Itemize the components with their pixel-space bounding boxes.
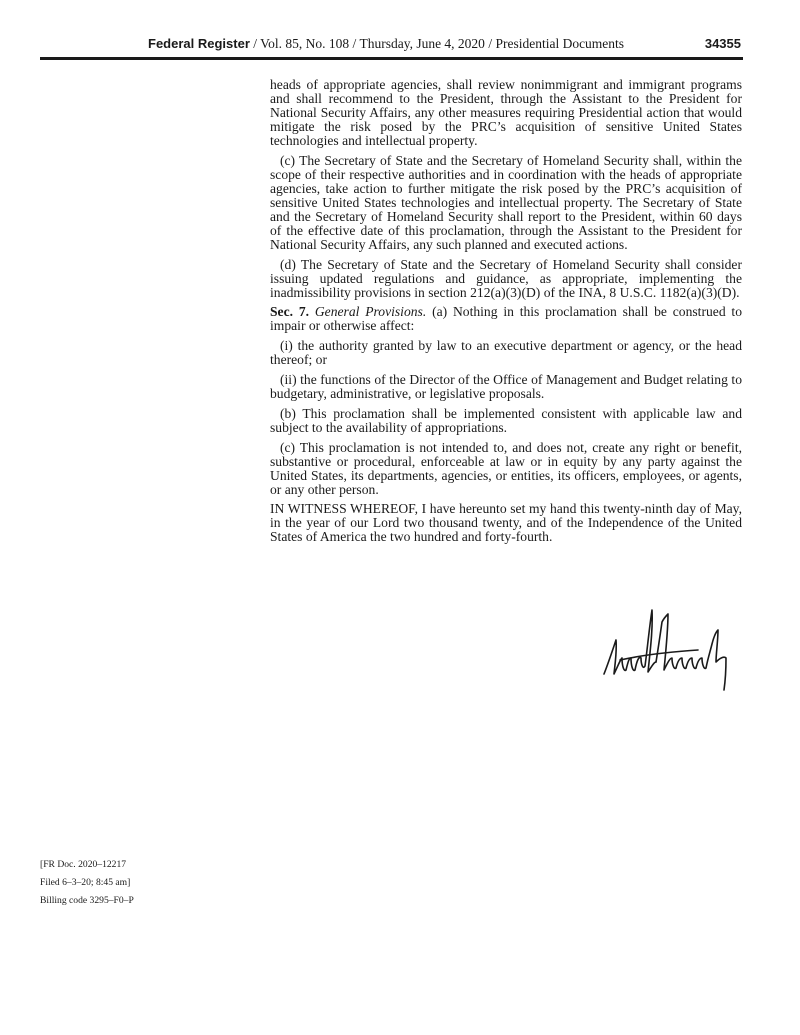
filed-date: Filed 6–3–20; 8:45 am] <box>40 877 131 888</box>
billing-code: Billing code 3295–F0–P <box>40 895 134 906</box>
header-separator: / <box>488 36 493 51</box>
header-separator: / <box>253 36 258 51</box>
body-column <box>270 78 742 544</box>
section-text: (a) Nothing in this proclamation shall be construed to impair or otherwise affect: <box>270 304 742 333</box>
publication-date: Thursday, June 4, 2020 <box>359 36 485 51</box>
header-citation <box>148 36 624 52</box>
paragraph-i: (i) the authority granted by law to an executive department or agency, or the head thereof; or <box>270 338 742 367</box>
paragraph-b: (b) This proclamation shall be implemented consistent with applicable law and subject to the availability of appropriations. <box>270 406 742 435</box>
section-7 <box>270 305 742 333</box>
fr-doc-number: [FR Doc. 2020–12217 <box>40 859 127 870</box>
witness-clause: IN WITNESS WHEREOF, I have hereunto set my hand this twenty-ninth day of May, in the year of our Lord two thousand twenty, and of the Independence of the United States of America the two hundred and forty-fourth. <box>270 501 742 544</box>
volume-number: Vol. 85, No. 108 <box>260 36 350 51</box>
header-rule <box>40 57 743 60</box>
paragraph-d: (d) The Secretary of State and the Secretary of Homeland Security shall consider issuing updated regulations and guidance, as appropriate, implementing the inadmissibility provisions in section 212(a)(3)(D) of the INA, 8 U.S.C. 1182(a)(3)(D). <box>270 257 742 300</box>
paragraph-c: (c) The Secretary of State and the Secretary of Homeland Security shall, within the scope of their respective authorities and in coordination with the heads of appropriate agencies, take action to further mitigate the risk posed by the PRC’s acquisition of sensitive United States technologies and intellectual property. The Secretary of State and the Secretary of Homeland Security shall report to the President, within 60 days of the effective date of this proclamation, through the Assistant to the President for National Security Affairs, any such planned and executed actions. <box>270 153 742 252</box>
paragraph-continuation: heads of appropriate agencies, shall review nonimmigrant and immigrant programs and shall recommend to the President, through the Assistant to the President for National Security Affairs, any other measures requiring Presidential action that would mitigate the risk posed by the PRC’s acquisition of sensitive United States technologies and intellectual property. <box>270 77 742 148</box>
document-footer <box>40 856 134 910</box>
journal-title: Federal Register <box>148 36 250 51</box>
paragraph-c-final: (c) This proclamation is not intended to, and does not, create any right or benefit, substantive or procedural, enforceable at law or in equity by any party against the United States, its departments, agencies, or entities, its officers, employees, or agents, or any other person. <box>270 440 742 497</box>
running-header <box>40 36 743 56</box>
signature-icon <box>598 600 744 694</box>
header-separator: / <box>352 36 357 51</box>
section-title: General Provisions. <box>314 304 427 319</box>
section-name: Presidential Documents <box>495 36 625 51</box>
paragraph-ii: (ii) the functions of the Director of the Office of Management and Budget relating to budgetary, administrative, or legislative proposals. <box>270 372 742 401</box>
page-number: 34355 <box>704 36 741 51</box>
section-label: Sec. 7. <box>270 304 310 319</box>
